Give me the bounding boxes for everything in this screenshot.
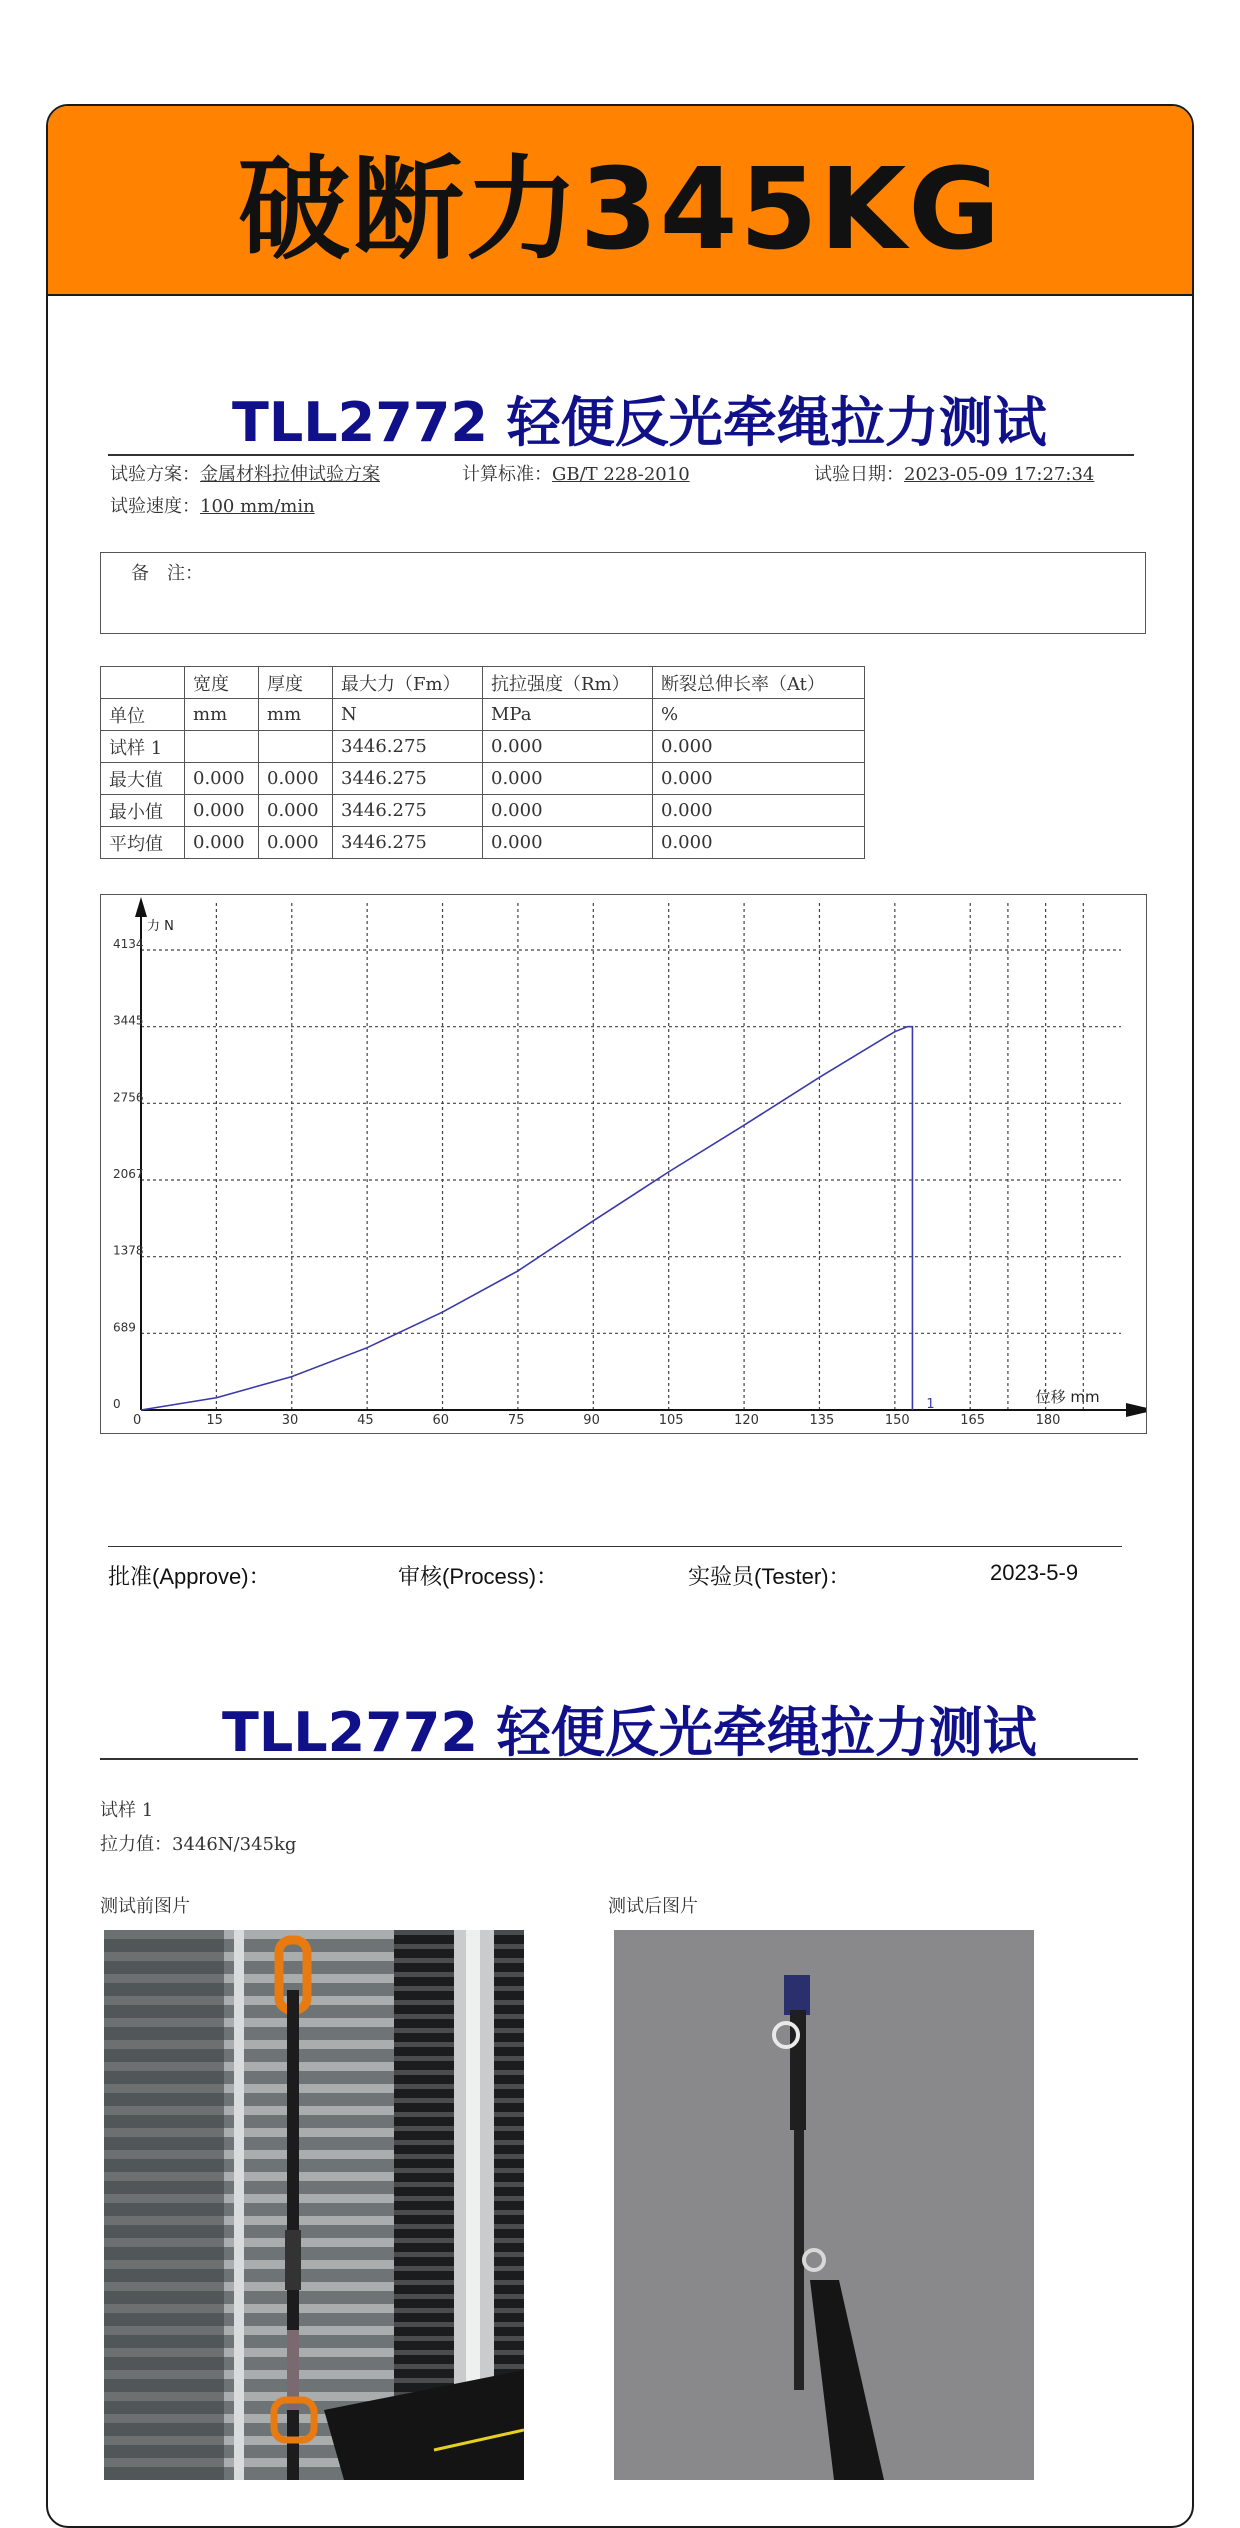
table-cell: 0.000 bbox=[185, 795, 259, 827]
table-cell: 0.000 bbox=[653, 731, 865, 763]
table-cell bbox=[259, 731, 333, 763]
table-row bbox=[101, 699, 865, 731]
y-tick-label: 4134 bbox=[113, 937, 144, 951]
chart-box bbox=[100, 894, 1147, 1434]
results-table bbox=[100, 666, 865, 859]
force-displacement-chart bbox=[101, 895, 1146, 1433]
table-cell: 3446.275 bbox=[333, 795, 483, 827]
before-photo-label: 测试前图片 bbox=[100, 1896, 190, 1917]
report-title: TLL2772 轻便反光牵绳拉力测试 bbox=[232, 391, 1047, 454]
table-row bbox=[101, 763, 865, 795]
test-plan: 试验方案：金属材料拉伸试验方案 bbox=[110, 464, 380, 485]
table-cell: MPa bbox=[483, 699, 653, 731]
sample-force-value: 拉力值：3446N/345kg bbox=[100, 1834, 297, 1855]
table-header-cell: 抗拉强度（Rm） bbox=[483, 667, 653, 699]
after-test-photo bbox=[614, 1930, 1034, 2480]
table-cell: 最小值 bbox=[101, 795, 185, 827]
x-tick-label: 165 bbox=[960, 1413, 986, 1428]
table-cell: 试样 1 bbox=[101, 731, 185, 763]
y-tick-label: 689 bbox=[113, 1320, 136, 1335]
x-tick-label: 90 bbox=[583, 1413, 600, 1428]
table-cell: 0.000 bbox=[653, 827, 865, 859]
sample-title: TLL2772 轻便反光牵绳拉力测试 bbox=[222, 1701, 1037, 1764]
table-cell: 0.000 bbox=[259, 795, 333, 827]
specimen-marker-label: 1 bbox=[926, 1397, 935, 1412]
banner bbox=[48, 106, 1192, 296]
tester-label: 实验员(Tester)： bbox=[688, 1564, 851, 1589]
table-cell: mm bbox=[185, 699, 259, 731]
table-cell: 平均值 bbox=[101, 827, 185, 859]
table-header-cell: 宽度 bbox=[185, 667, 259, 699]
title-rule bbox=[108, 454, 1134, 456]
y-axis-arrow bbox=[135, 897, 147, 917]
before-test-photo bbox=[104, 1930, 524, 2480]
table-row bbox=[101, 731, 865, 763]
calc-standard: 计算标准：GB/T 228-2010 bbox=[462, 464, 690, 485]
table-cell: 0.000 bbox=[483, 795, 653, 827]
table-row bbox=[101, 795, 865, 827]
x-tick-label: 15 bbox=[206, 1413, 223, 1428]
table-header-cell: 厚度 bbox=[259, 667, 333, 699]
x-tick-label: 30 bbox=[281, 1413, 299, 1428]
table-cell: 0.000 bbox=[653, 763, 865, 795]
test-date: 试验日期：2023-05-09 17:27:34 bbox=[814, 464, 1095, 485]
table-header-cell: 断裂总伸长率（At） bbox=[653, 667, 865, 699]
x-tick-label: 75 bbox=[507, 1413, 525, 1428]
table-cell bbox=[185, 731, 259, 763]
table-header-cell: 最大力（Fm） bbox=[333, 667, 483, 699]
x-tick-label: 45 bbox=[357, 1413, 374, 1428]
table-cell: 0.000 bbox=[483, 731, 653, 763]
table-cell: 3446.275 bbox=[333, 731, 483, 763]
signature-date: 2023-5-9 bbox=[990, 1560, 1079, 1585]
sample-title-rule bbox=[100, 1758, 1138, 1760]
y-tick-label: 2756 bbox=[113, 1090, 144, 1105]
y-axis-label: 力 N bbox=[147, 919, 174, 934]
y-tick-label: 2067 bbox=[113, 1167, 144, 1181]
table-header-row bbox=[101, 667, 865, 699]
table-cell: 3446.275 bbox=[333, 827, 483, 859]
table-cell: 0.000 bbox=[259, 827, 333, 859]
table-cell: N bbox=[333, 699, 483, 731]
process-label: 审核(Process)： bbox=[398, 1564, 559, 1589]
x-tick-label: 0 bbox=[133, 1413, 142, 1428]
table-cell: 0.000 bbox=[653, 795, 865, 827]
table-row bbox=[101, 827, 865, 859]
table-cell: 0.000 bbox=[483, 827, 653, 859]
table-cell: 单位 bbox=[101, 699, 185, 731]
after-photo-label: 测试后图片 bbox=[608, 1896, 698, 1917]
x-tick-label: 180 bbox=[1035, 1413, 1061, 1428]
x-tick-label: 60 bbox=[432, 1413, 450, 1428]
x-tick-label: 105 bbox=[658, 1413, 684, 1428]
table-header-cell bbox=[101, 667, 185, 699]
test-speed: 试验速度：100 mm/min bbox=[110, 496, 315, 517]
remark-label: 备 注： bbox=[131, 563, 203, 584]
y-tick-label: 1378 bbox=[113, 1243, 144, 1258]
banner-title: 破断力345KG bbox=[237, 144, 1003, 275]
table-cell: 0.000 bbox=[259, 763, 333, 795]
x-tick-label: 150 bbox=[884, 1413, 910, 1428]
table-cell: 最大值 bbox=[101, 763, 185, 795]
table-cell: % bbox=[653, 699, 865, 731]
table-cell: 3446.275 bbox=[333, 763, 483, 795]
y-tick-label: 3445 bbox=[113, 1013, 144, 1028]
table-cell: mm bbox=[259, 699, 333, 731]
signature-rule bbox=[108, 1546, 1122, 1547]
sample-name: 试样 1 bbox=[100, 1800, 154, 1821]
remark-box bbox=[100, 552, 1146, 634]
table-cell: 0.000 bbox=[185, 763, 259, 795]
table-cell: 0.000 bbox=[185, 827, 259, 859]
series-line bbox=[141, 1027, 912, 1410]
x-axis-label: 位移 mm bbox=[1035, 1388, 1100, 1406]
table-cell: 0.000 bbox=[483, 763, 653, 795]
x-tick-label: 135 bbox=[809, 1413, 835, 1428]
approve-label: 批准(Approve)： bbox=[108, 1564, 271, 1589]
x-axis-arrow bbox=[1126, 1403, 1146, 1417]
x-tick-label: 120 bbox=[734, 1413, 759, 1428]
y-tick-label: 0 bbox=[113, 1397, 121, 1411]
